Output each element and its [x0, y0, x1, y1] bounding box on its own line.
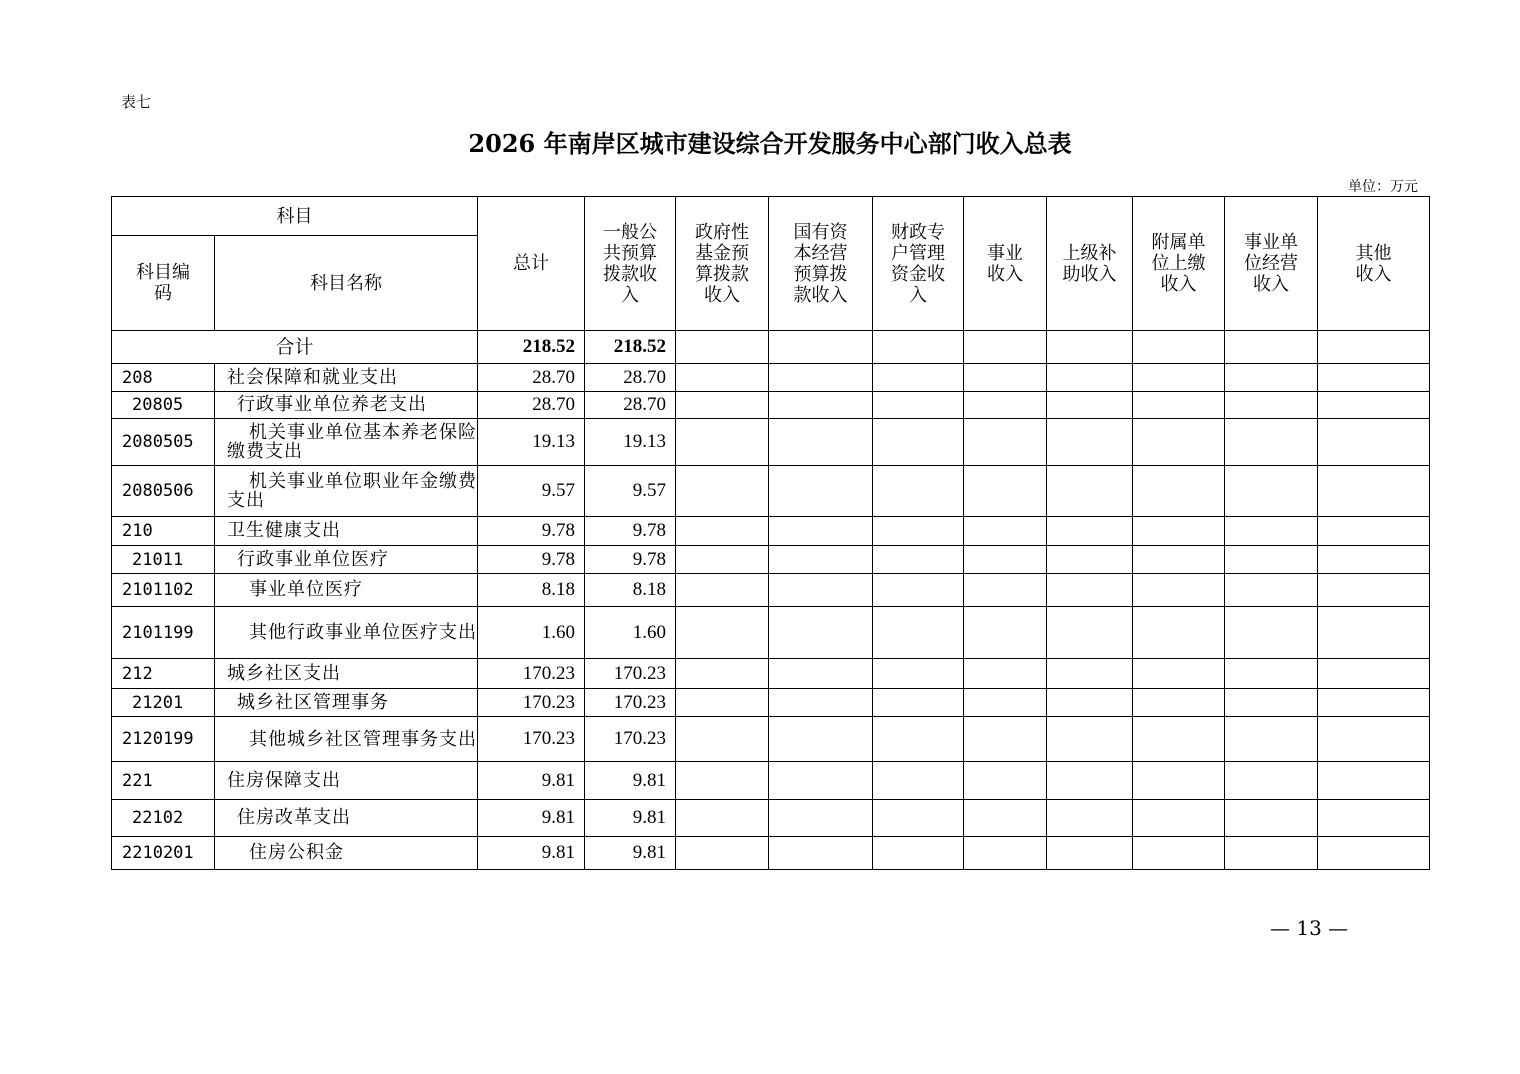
total-cell: 28.70 [478, 364, 585, 392]
header-affiliated-unit: 附属单位上缴收入 [1133, 197, 1225, 331]
total-cell: 9.81 [478, 800, 585, 837]
name-cell: 其他城乡社区管理事务支出 [215, 717, 478, 762]
code-cell: 2080505 [112, 419, 215, 466]
table-row [112, 837, 1430, 870]
name-cell: 其他行政事业单位医疗支出 [215, 607, 478, 659]
general-cell: 9.78 [585, 546, 676, 574]
code-cell: 2120199 [112, 717, 215, 762]
header-general-budget: 一般公共预算拨款收入 [585, 197, 676, 331]
total-cell: 9.78 [478, 517, 585, 546]
code-cell: 221 [112, 762, 215, 800]
total-cell: 9.81 [478, 837, 585, 870]
general-cell: 8.18 [585, 574, 676, 607]
general-cell: 170.23 [585, 659, 676, 689]
header-superior-subsidy: 上级补助收入 [1047, 197, 1133, 331]
header-name: 科目名称 [215, 236, 478, 331]
table-row [112, 517, 1430, 546]
total-cell: 218.52 [478, 331, 585, 364]
table-row [112, 762, 1430, 800]
general-cell: 9.57 [585, 466, 676, 517]
code-cell: 21201 [112, 689, 215, 717]
code-cell: 2101199 [112, 607, 215, 659]
code-cell: 2080506 [112, 466, 215, 517]
name-cell: 卫生健康支出 [215, 517, 478, 546]
total-cell: 9.78 [478, 546, 585, 574]
total-cell: 9.81 [478, 762, 585, 800]
name-cell: 社会保障和就业支出 [215, 364, 478, 392]
general-cell: 19.13 [585, 419, 676, 466]
total-cell: 170.23 [478, 717, 585, 762]
table-row [112, 466, 1430, 517]
code-cell: 2210201 [112, 837, 215, 870]
general-cell: 28.70 [585, 392, 676, 419]
table-row [112, 659, 1430, 689]
general-cell: 9.81 [585, 837, 676, 870]
table-row [112, 392, 1430, 419]
general-cell: 9.81 [585, 800, 676, 837]
table-row [112, 574, 1430, 607]
header-code: 科目编码 [112, 236, 215, 331]
table-row [112, 546, 1430, 574]
code-cell: 212 [112, 659, 215, 689]
page-title: 2026 年南岸区城市建设综合开发服务中心部门收入总表 [468, 129, 1072, 158]
header-state-capital: 国有资本经营预算拨款收入 [769, 197, 873, 331]
general-cell: 9.81 [585, 762, 676, 800]
code-cell: 20805 [112, 392, 215, 419]
table-row [112, 607, 1430, 659]
header-total: 总计 [478, 197, 585, 331]
total-cell: 19.13 [478, 419, 585, 466]
name-cell: 住房公积金 [215, 837, 478, 870]
name-cell: 机关事业单位基本养老保险缴费支出 [215, 419, 478, 466]
table-row [112, 689, 1430, 717]
general-cell: 170.23 [585, 689, 676, 717]
total-cell: 28.70 [478, 392, 585, 419]
general-cell: 28.70 [585, 364, 676, 392]
header-business-income: 事业收入 [964, 197, 1047, 331]
table-row [112, 800, 1430, 837]
name-cell: 城乡社区支出 [215, 659, 478, 689]
total-cell: 1.60 [478, 607, 585, 659]
table-row [112, 419, 1430, 466]
table-row [112, 364, 1430, 392]
general-cell: 9.78 [585, 517, 676, 546]
name-cell: 行政事业单位养老支出 [215, 392, 478, 419]
name-cell: 城乡社区管理事务 [215, 689, 478, 717]
header-gov-fund: 政府性基金预算拨款收入 [676, 197, 769, 331]
header-other-income: 其他收入 [1318, 197, 1430, 331]
table-row-total [112, 331, 1430, 364]
total-cell: 8.18 [478, 574, 585, 607]
general-cell: 218.52 [585, 331, 676, 364]
table-row [112, 717, 1430, 762]
name-cell: 机关事业单位职业年金缴费支出 [215, 466, 478, 517]
code-cell: 210 [112, 517, 215, 546]
header-operating-income: 事业单位经营收入 [1225, 197, 1318, 331]
total-label: 合计 [112, 331, 478, 364]
code-cell: 22102 [112, 800, 215, 837]
code-cell: 2101102 [112, 574, 215, 607]
name-cell: 住房保障支出 [215, 762, 478, 800]
code-cell: 21011 [112, 546, 215, 574]
general-cell: 1.60 [585, 607, 676, 659]
total-cell: 170.23 [478, 659, 585, 689]
name-cell: 住房改革支出 [215, 800, 478, 837]
general-cell: 170.23 [585, 717, 676, 762]
table-number: 表七 [121, 93, 152, 111]
name-cell: 行政事业单位医疗 [215, 546, 478, 574]
code-cell: 208 [112, 364, 215, 392]
header-subject-group: 科目 [112, 197, 478, 236]
header-special-account: 财政专户管理资金收入 [873, 197, 964, 331]
total-cell: 170.23 [478, 689, 585, 717]
unit-label: 单位：万元 [1348, 179, 1418, 195]
income-table [111, 196, 1430, 870]
name-cell: 事业单位医疗 [215, 574, 478, 607]
page-number: — 13 — [1270, 916, 1349, 940]
total-cell: 9.57 [478, 466, 585, 517]
